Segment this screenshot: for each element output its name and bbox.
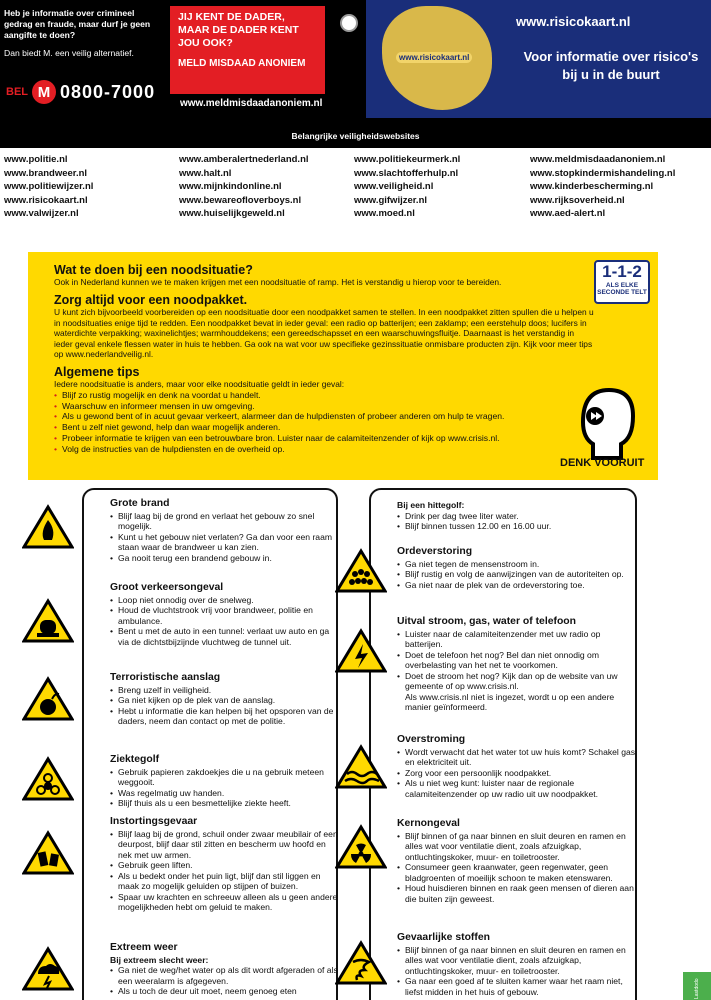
bel-label: BEL	[6, 86, 28, 98]
list-item: • Wordt verwacht dat het water tot uw huis komt? Schakel gas en elektriciteit uit.	[397, 747, 637, 768]
meld-url: www.meldmisdaadanoniem.nl	[180, 98, 323, 109]
section-gevaarlijke-stoffen	[397, 932, 637, 997]
section-kernongeval	[397, 818, 637, 904]
tip-item: • Probeer informatie te krijgen van een betrouwbare bron. Luister naar de calamiteitenzender of kijk op www.crisis.nl.	[54, 433, 594, 444]
crowd-warning-icon	[335, 548, 387, 594]
list-item: • Doet de stroom het nog? Kijk dan op de website van uw gemeente of op www.crisis.nl.	[397, 671, 637, 692]
websites-col-2	[179, 153, 354, 234]
denk-vooruit-face-icon	[571, 382, 641, 462]
denk-vooruit-label: DENK VOORUIT	[560, 457, 645, 469]
section-note: Als www.crisis.nl niet is ingezet, wordt u op een andere manier geïnformeerd.	[405, 691, 615, 712]
risico-url: www.risicokaart.nl	[516, 14, 631, 29]
website-link: www.politie.nl	[4, 154, 68, 165]
meld-question: Heb je informatie over crimineel gedrag en fraude, maar durf je geen aangifte te doen?	[4, 8, 151, 40]
websites-col-1	[4, 153, 179, 234]
tip-item: • Volg de instructies van de hulpdiensten en de overheid op.	[54, 444, 594, 455]
list-item: • Drink per dag twee liter water.	[397, 511, 637, 522]
noodsituatie-intro: Ook in Nederland kunnen we te maken krijgen met een noodsituatie of ramp. Het is verstandig u hierop voor te bereiden.	[54, 277, 502, 287]
section-title: Instortingsgevaar	[110, 816, 198, 827]
risico-info: Voor informatie over risico's bij u in de buurt	[523, 49, 699, 82]
website-link: www.gifwijzer.nl	[354, 194, 428, 206]
section-terroristische-aanslag	[110, 672, 340, 727]
list-item: • Spaar uw krachten en schreeuw alleen als u geen andere mogelijkheden hebt om geluid te maken.	[110, 892, 340, 913]
tip-item: • Blijf zo rustig mogelijk en denk na voordat u handelt.	[54, 390, 594, 401]
list-item: • Hebt u informatie die kan helpen bij het opsporen van de daders, neem dan contact op met de politie.	[110, 706, 340, 727]
website-link: www.valwijzer.nl	[4, 208, 79, 219]
badge-112-line2: SECONDE TELT	[597, 289, 647, 296]
section-overstroming	[397, 734, 637, 799]
website-link: www.kinderbescherming.nl	[530, 181, 654, 192]
section-instortingsgevaar	[110, 816, 340, 913]
risicokaart-banner	[366, 0, 711, 118]
tips-intro: Iedere noodsituatie is anders, maar voor elke noodsituatie geldt in ieder geval:	[54, 379, 345, 390]
section-verkeersongeval	[110, 582, 340, 647]
website-link: www.amberalertnederland.nl	[179, 154, 309, 165]
meld-intro	[4, 8, 164, 59]
tip-item: • Waarschuw en informeer mensen in uw omgeving.	[54, 401, 594, 412]
right-column	[345, 488, 641, 1000]
section-ziektegolf	[110, 754, 340, 809]
website-link: www.rijksoverheid.nl	[530, 194, 625, 206]
website-link: www.politiewijzer.nl	[4, 181, 94, 192]
list-item: • Als u toch de deur uit moet, neem genoeg eten	[110, 986, 340, 997]
list-item: • Blijf binnen of ga naar binnen en sluit deuren en ramen en alles wat voor ventilatie dient, zoals afzuigkap, ontluchtingskoker, muur- en toiletrooster.	[397, 831, 637, 863]
badge-112	[594, 260, 650, 304]
list-item: • Consumeer geen kraanwater, geen regenwater, geen bladgroenten of moeilijk schoon te maken etenswaren.	[397, 862, 637, 883]
list-item: • Ga nooit terug een brandend gebouw in.	[110, 553, 340, 564]
section-title: Gevaarlijke stoffen	[397, 932, 490, 943]
section-extreem-weer	[110, 942, 340, 997]
list-item: • Loop niet onnodig over de snelweg.	[110, 595, 340, 606]
websites-list	[0, 148, 711, 234]
section-title: Uitval stroom, gas, water of telefoon	[397, 616, 576, 627]
section-grote-brand	[110, 498, 340, 563]
list-item: • Als u bedekt onder het puin ligt, blijf dan stil liggen en maak zo mogelijk geluiden op stijpen of buizen.	[110, 871, 340, 892]
section-title: Ordeverstoring	[397, 546, 473, 557]
left-panel-frame	[82, 488, 338, 1000]
left-column	[22, 488, 340, 1000]
meld-alternative: Dan biedt M. een veilig alternatief.	[4, 48, 134, 58]
website-link: www.moed.nl	[354, 208, 415, 219]
list-item: • Zorg voor een persoonlijk noodpakket.	[397, 768, 637, 779]
m-logo-icon: M	[32, 80, 56, 104]
meld-redbox	[170, 6, 325, 94]
list-item: • Gebruik papieren zakdoekjes die u na gebruik meteen weggooit.	[110, 767, 340, 788]
list-item: • Ga niet kijken op de plek van de aanslag.	[110, 695, 340, 706]
website-link: www.halt.nl	[179, 167, 232, 179]
punch-hole	[340, 14, 358, 32]
website-link: www.stopkindermishandeling.nl	[530, 167, 676, 179]
power-outage-warning-icon	[335, 628, 387, 674]
meld-slogan: JIJ KENT DE DADER, MAAR DE DADER KENT JOU OOK?	[178, 11, 299, 50]
website-link: www.brandweer.nl	[4, 167, 88, 179]
collapse-warning-icon	[22, 830, 74, 876]
website-link: www.huiselijkgeweld.nl	[179, 208, 285, 219]
list-item: • Blijf laag bij de grond en verlaat het gebouw zo snel mogelijk.	[110, 511, 340, 532]
section-title: Groot verkeersongeval	[110, 582, 224, 593]
list-item: • Blijf binnen tussen 12.00 en 16.00 uur.	[397, 521, 637, 532]
siren-warning-icon	[22, 598, 74, 644]
hazardous-substances-warning-icon	[335, 940, 387, 986]
list-item: • Houd de vluchtstrook vrij voor brandweer, politie en ambulance.	[110, 605, 340, 626]
list-item: • Ga naar een goed af te sluiten kamer waar het raam niet, liefst midden in het huis of gebouw.	[397, 976, 637, 997]
noodpakket-heading: Zorg altijd voor een noodpakket.	[54, 293, 248, 308]
storm-warning-icon	[22, 946, 74, 992]
website-link: www.bewareofloverboys.nl	[179, 194, 302, 206]
meld-cta: MELD MISDAAD ANONIEM	[178, 58, 306, 70]
meld-phone	[6, 80, 155, 104]
list-item: • Als u niet weg kunt: luister naar de regionale calamiteitenzender op uw radio uit uw noodpakket.	[397, 778, 637, 799]
section-title: Grote brand	[110, 498, 170, 509]
list-item: • Ga niet tegen de mensenstroom in.	[397, 559, 637, 570]
list-item: • Blijf thuis als u een besmettelijke ziekte heeft.	[110, 798, 340, 809]
list-item: • Houd huisdieren binnen en raak geen mensen of dieren aan die buiten zijn geweest.	[397, 883, 637, 904]
section-subtitle: Bij een hittegolf:	[397, 500, 465, 510]
noodpakket-text: U kunt zich bijvoorbeeld voorbereiden op een noodsituatie door een noodpakket samen te stellen. In een noodpakket zitten spullen die u helpen u in noodsituaties enige tijd te redden. Een noodpakket bevat in ieder geval: een radio op batterijen; een zaklamp; een eerstehulp doos; lucifers in waterdichte verpakking; waxinelichtjes; warmhouddekens; een gereedschapsset en een waarschuwingsfluitje. Daarnaast is het verstandig in ieder geval enkele flessen water in huis te hebben. Ga ook na wat voor uw specifieke gezinssituatie onmisbare producten zijn. Kijk voor meer tips op www.nederlandveilig.nl.	[54, 307, 594, 360]
noodsituatie-content	[54, 263, 594, 455]
section-uitval	[397, 616, 637, 713]
list-item: • Blijf laag bij de grond, schuil onder zwaar meubilair of een deurpost, blijf daar stil zitten en bescherm uw hoofd en nek met uw armen.	[110, 829, 340, 861]
section-subtitle: Bij extreem slecht weer:	[110, 954, 209, 965]
section-ordeverstoring	[397, 546, 637, 590]
website-link: www.risicokaart.nl	[4, 194, 88, 206]
noodsituatie-box	[28, 252, 658, 480]
websites-title: Belangrijke veiligheidswebsites	[291, 131, 420, 141]
list-item: • Blijf rustig en volg de aanwijzingen van de autoriteiten op.	[397, 569, 637, 580]
badge-112-number: 1-1-2	[602, 262, 642, 281]
website-link: www.slachtofferhulp.nl	[354, 167, 459, 179]
fire-warning-icon	[22, 504, 74, 550]
list-item: • Was regelmatig uw handen.	[110, 788, 340, 799]
section-title: Kernongeval	[397, 818, 460, 829]
website-link: www.veiligheid.nl	[354, 181, 434, 192]
list-item: • Ga niet naar de plek van de ordeverstoring toe.	[397, 580, 637, 591]
section-title: Terroristische aanslag	[110, 672, 221, 683]
map-url-label: www.risicokaart.nl	[396, 52, 472, 63]
bomb-warning-icon	[22, 676, 74, 722]
section-title: Overstroming	[397, 734, 466, 745]
noodsituatie-heading: Wat te doen bij een noodsituatie?	[54, 263, 253, 277]
list-item: • Gebruik geen liften.	[110, 860, 340, 871]
tip-item: • Als u gewond bent of in acuut gevaar verkeert, alarmeer dan de hulpdiensten of probeer anderen om hulp te vragen.	[54, 411, 594, 422]
flood-warning-icon	[335, 744, 387, 790]
list-item: • Luister naar de calamiteitenzender met uw radio op batterijen.	[397, 629, 637, 650]
list-item: • Doet de telefoon het nog? Bel dan niet onnodig om overbelasting van het net te voorkomen.	[397, 650, 637, 671]
badge-112-line1: ALS ELKE	[605, 282, 639, 289]
tips-heading: Algemene tips	[54, 365, 140, 380]
biohazard-warning-icon	[22, 756, 74, 802]
website-link: www.aed-alert.nl	[530, 208, 606, 219]
watermark-text: Lastdodo	[694, 978, 700, 999]
website-link: www.meldmisdaadanoniem.nl	[530, 154, 666, 165]
radiation-warning-icon	[335, 824, 387, 870]
section-title: Ziektegolf	[110, 754, 160, 765]
website-link: www.mijnkindonline.nl	[179, 181, 282, 192]
section-title: Extreem weer	[110, 942, 178, 953]
watermark-tape	[683, 972, 711, 1000]
tips-list	[54, 390, 594, 455]
list-item: • Breng uzelf in veiligheid.	[110, 685, 340, 696]
list-item: • Ga niet de weg/het water op als dit wordt afgeraden of als een weeralarm is afgegeven.	[110, 965, 340, 986]
websites-col-3	[354, 153, 530, 234]
tip-item: • Bent u zelf niet gewond, help dan waar mogelijk anderen.	[54, 422, 594, 433]
website-link: www.politiekeurmerk.nl	[354, 154, 461, 165]
list-item: • Kunt u het gebouw niet verlaten? Ga dan voor een raam staan waar de brandweer u kan zien.	[110, 532, 340, 553]
websites-col-4	[530, 153, 711, 234]
list-item: • Bent u met de auto in een tunnel: verlaat uw auto en ga via de dichtstbijzijnde vluchtweg de tunnel uit.	[110, 626, 340, 647]
list-item: • Blijf binnen of ga naar binnen en sluit deuren en ramen en alles wat voor ventilatie dient, zoals afzuigkap, ontluchtingskoker, muur- en toiletrooster.	[397, 945, 637, 977]
phone-number: 0800-7000	[60, 81, 156, 102]
section-hittegolf	[397, 500, 637, 532]
